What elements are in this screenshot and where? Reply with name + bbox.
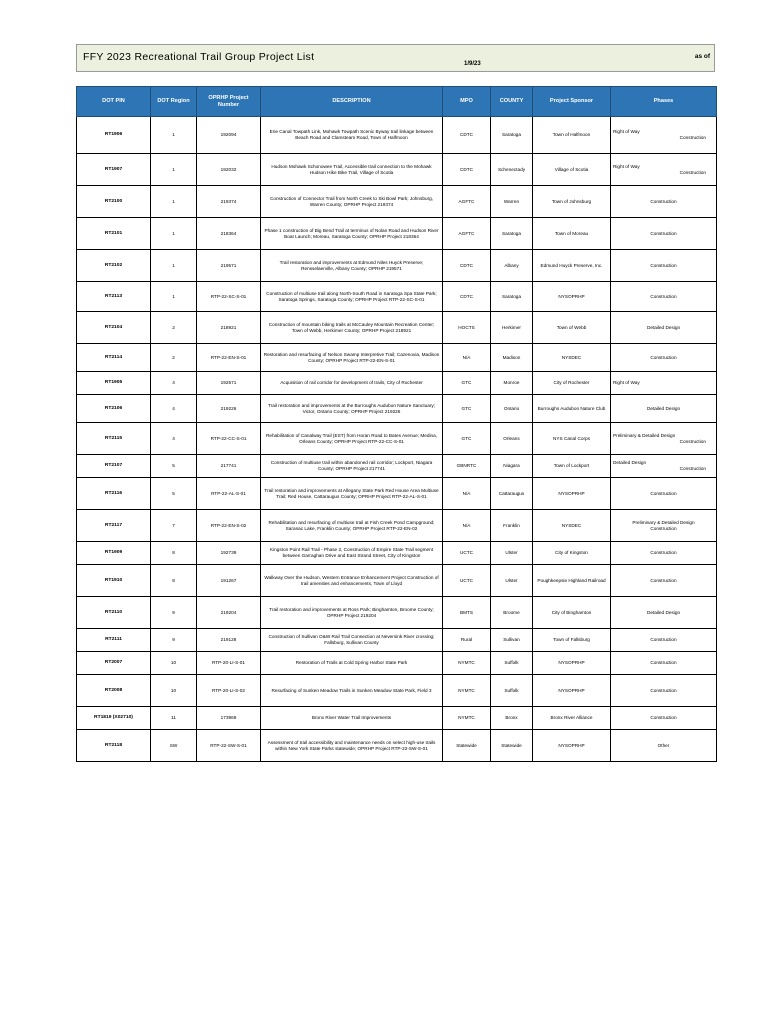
project-phases	[611, 675, 717, 707]
phase-label: Construction	[650, 354, 677, 360]
project-pin: RT2100	[77, 186, 151, 218]
phase-label: Construction	[650, 660, 677, 666]
oprhp-project-number: 192739	[197, 542, 261, 565]
phase-label: Construction	[650, 230, 677, 236]
project-phases	[611, 629, 717, 652]
dot-region: 4	[151, 423, 197, 455]
project-pin: RT2118	[77, 730, 151, 762]
oprhp-project-number: RTP-22-CC-S-01	[197, 423, 261, 455]
county: Saratoga	[491, 218, 533, 250]
project-pin: RT2102	[77, 250, 151, 282]
project-description: Kingston Point Rail Trail - Phase 2, Construction of Empire State Trail segment between Garraghan Drive and East Strand Street, City of Kingston	[261, 542, 443, 565]
table-row	[77, 565, 717, 597]
phase-label: Construction	[679, 135, 706, 140]
project-pin: RT1906	[77, 117, 151, 154]
oprhp-project-number: 219374	[197, 186, 261, 218]
dot-region: 8	[151, 565, 197, 597]
project-sponsor: Town of Webb	[533, 312, 611, 344]
dot-region: 1	[151, 117, 197, 154]
mpo: AGFTC	[443, 186, 491, 218]
oprhp-project-number: RTP-20-LI-S-01	[197, 652, 261, 675]
oprhp-project-number: 192094	[197, 117, 261, 154]
column-header: MPO	[443, 87, 491, 117]
project-description: Hudson Mohawk Schonowee Trail, Accessible trail connection to the Mohawk Hudson Hike Bike Trail, Village of Scotia	[261, 154, 443, 186]
oprhp-project-number: 219226	[197, 395, 261, 423]
table-row	[77, 186, 717, 218]
phase-label: Right of Way	[613, 129, 640, 135]
oprhp-project-number: 191267	[197, 565, 261, 597]
project-phases	[611, 250, 717, 282]
project-sponsor: NYSOPRHP	[533, 652, 611, 675]
table-header-row	[77, 87, 717, 117]
mpo: N/A	[443, 478, 491, 510]
project-pin: RT1910	[77, 565, 151, 597]
phase-label: Construction	[679, 466, 706, 471]
project-sponsor: Town of Fallsburg	[533, 629, 611, 652]
oprhp-project-number: 218364	[197, 218, 261, 250]
project-sponsor: NYSOPRHP	[533, 478, 611, 510]
oprhp-project-number: RTP-22-SC-S-01	[197, 282, 261, 312]
column-header: DOT PIN	[77, 87, 151, 117]
mpo: UCTC	[443, 542, 491, 565]
phase-label: Right of Way	[613, 163, 640, 169]
table-row	[77, 312, 717, 344]
dot-region: 4	[151, 395, 197, 423]
project-phases	[611, 218, 717, 250]
county: Franklin	[491, 510, 533, 542]
county: Suffolk	[491, 675, 533, 707]
county: Schenectady	[491, 154, 533, 186]
as-of-date: 1/9/23	[464, 61, 481, 67]
project-sponsor: NYSDEC	[533, 344, 611, 372]
project-pin: RT2107	[77, 455, 151, 478]
project-sponsor: NYSDEC	[533, 510, 611, 542]
mpo: NYMTC	[443, 707, 491, 730]
project-sponsor: Town of Halfmoon	[533, 117, 611, 154]
as-of-label: as of	[694, 53, 710, 60]
phase-label: Detailed Design	[646, 609, 681, 615]
mpo: Rural	[443, 629, 491, 652]
county: Saratoga	[491, 282, 533, 312]
project-pin: RT2115	[77, 423, 151, 455]
mpo: UCTC	[443, 565, 491, 597]
phase-label: Construction	[650, 687, 677, 693]
county: Orleans	[491, 423, 533, 455]
table-row	[77, 730, 717, 762]
project-phases	[611, 395, 717, 423]
column-header: DESCRIPTION	[261, 87, 443, 117]
mpo: Statewide	[443, 730, 491, 762]
project-sponsor: Town of Lockport	[533, 455, 611, 478]
phase-label: Other	[657, 742, 670, 748]
project-description: Trail restoration and improvements at Allegany State Park Red House Area Multiuse Trail; Red House, Cattaraugus County; OPRHP Project RTP-22-AL-S-01	[261, 478, 443, 510]
project-description: Construction of Sullivan O&W Rail Trail Connection at Neversink River crossing; Fallsburg, Sullivan County	[261, 629, 443, 652]
column-header: DOT Region	[151, 87, 197, 117]
phase-label: Construction	[650, 577, 677, 583]
oprhp-project-number: 218921	[197, 312, 261, 344]
dot-region: 2	[151, 312, 197, 344]
project-phases	[611, 478, 717, 510]
project-description: Construction of multiuse trail along North-South Road in Saratoga Spa State Park; Saratoga Springs, Saratoga County; OPRHP Project RTP-22-SC-S-01	[261, 282, 443, 312]
dot-region: 1	[151, 218, 197, 250]
project-description: Rehabilitation of Canalway Trail (EST) from Horan Road to Bates Avenue; Medina, Orleans County; OPRHP Project RTP-22-CC-S-01	[261, 423, 443, 455]
dot-region: 5	[151, 455, 197, 478]
column-header: OPRHP Project Number	[197, 87, 261, 117]
project-pin: RT2113	[77, 282, 151, 312]
table-row	[77, 218, 717, 250]
dot-region: 4	[151, 372, 197, 395]
mpo: CDTC	[443, 117, 491, 154]
project-phases	[611, 565, 717, 597]
county: Bronx	[491, 707, 533, 730]
dot-region: SW	[151, 730, 197, 762]
project-description: Construction of Connector Trail from North Creek to Ski Bowl Park; Johnsburg, Warren County; OPRHP Project 219374	[261, 186, 443, 218]
table-row	[77, 372, 717, 395]
phase-label: Construction	[679, 169, 706, 175]
phase-label: Right of Way	[613, 380, 640, 386]
project-sponsor: Village of Scotia	[533, 154, 611, 186]
project-pin: RT1909	[77, 542, 151, 565]
project-pin: RT2117	[77, 510, 151, 542]
dot-region: 9	[151, 597, 197, 629]
project-description: Trail restoration and improvements at Edmund Niles Huyck Preserve; Rensselaerville, Albany County; OPRHP 219571	[261, 250, 443, 282]
project-phases	[611, 730, 717, 762]
project-pin: RT2106	[77, 395, 151, 423]
project-phases	[611, 154, 717, 186]
table-row	[77, 597, 717, 629]
project-sponsor: Bronx River Alliance	[533, 707, 611, 730]
table-row	[77, 675, 717, 707]
phase-label: Construction	[650, 715, 677, 721]
project-phases	[611, 510, 717, 542]
phase-label: Construction	[650, 293, 677, 299]
oprhp-project-number: 219204	[197, 597, 261, 629]
project-pin: RT2008	[77, 675, 151, 707]
mpo: NYMTC	[443, 652, 491, 675]
oprhp-project-number: 173969	[197, 707, 261, 730]
table-row	[77, 423, 717, 455]
dot-region: 1	[151, 154, 197, 186]
phase-label: Detailed Design	[646, 405, 681, 411]
phase-label: Detailed Design	[613, 460, 647, 466]
project-description: Bronx River Water Trail Improvements	[261, 707, 443, 730]
table-row	[77, 542, 717, 565]
project-sponsor: NYSOPRHP	[533, 730, 611, 762]
table-row	[77, 395, 717, 423]
project-sponsor: Edmund Huyck Preserve, Inc.	[533, 250, 611, 282]
project-description: Phase 1 construction of Big Bend Trail at terminus of Nolan Road and Hudson River Boat Launch; Moreau, Saratoga County; OPRHP Project 218364	[261, 218, 443, 250]
mpo: GTC	[443, 372, 491, 395]
project-phases	[611, 652, 717, 675]
oprhp-project-number: 219571	[197, 250, 261, 282]
table-row	[77, 250, 717, 282]
project-description: Assessment of trail accessibility and maintenance needs on select high-use trails within New York State Parks statewide; OPRHP Project RTP-22-SW-S-01	[261, 730, 443, 762]
project-phases	[611, 597, 717, 629]
table-row	[77, 344, 717, 372]
county: Sullivan	[491, 629, 533, 652]
project-pin: RT2110	[77, 597, 151, 629]
phase-label: Construction	[650, 198, 677, 204]
project-description: Restoration and resurfacing of Nelson Swamp Interpretive Trail; Cazenovia, Madison County; OPRHP Project RTP-22-EN-S-01	[261, 344, 443, 372]
project-description: Trail restoration and improvements at Ross Park; Binghamton, Broome County; OPRHP Project 219204	[261, 597, 443, 629]
mpo: NYMTC	[443, 675, 491, 707]
dot-region: 7	[151, 510, 197, 542]
project-phases	[611, 707, 717, 730]
project-sponsor: Burroughs Audubon Nature Club	[533, 395, 611, 423]
table-row	[77, 629, 717, 652]
project-pin: RT2104	[77, 312, 151, 344]
county: Madison	[491, 344, 533, 372]
oprhp-project-number: RTP-20-LI-S-02	[197, 675, 261, 707]
county: Ulster	[491, 565, 533, 597]
column-header: Phases	[611, 87, 717, 117]
mpo: CDTC	[443, 250, 491, 282]
project-description: Construction of multiuse trail within abandoned rail corridor; Lockport, Niagara County; OPRHP Project 217741	[261, 455, 443, 478]
column-header: Project Sponsor	[533, 87, 611, 117]
project-phases	[611, 186, 717, 218]
project-pin: RT2007	[77, 652, 151, 675]
project-sponsor: City of Rochester	[533, 372, 611, 395]
project-sponsor: NYSOPRHP	[533, 675, 611, 707]
mpo: CDTC	[443, 282, 491, 312]
project-pin: RT2101	[77, 218, 151, 250]
project-description: Construction of mountain biking trails at McCauley Mountain Recreation Center; Town of Webb, Herkimer County; OPRHP Project 218921	[261, 312, 443, 344]
table-row	[77, 117, 717, 154]
county: Herkimer	[491, 312, 533, 344]
project-pin: RT2116	[77, 478, 151, 510]
project-pin: RT1905	[77, 372, 151, 395]
mpo: N/A	[443, 510, 491, 542]
project-pin: RT1907	[77, 154, 151, 186]
dot-region: 2	[151, 344, 197, 372]
oprhp-project-number: RTP-22-EN-S-02	[197, 510, 261, 542]
county: Warren	[491, 186, 533, 218]
mpo: GTC	[443, 395, 491, 423]
phase-label: Preliminary & Detailed Design	[613, 432, 676, 438]
table-row	[77, 510, 717, 542]
mpo: BMTS	[443, 597, 491, 629]
dot-region: 10	[151, 652, 197, 675]
project-phases	[611, 312, 717, 344]
project-description: Rehabilitation and resurfacing of multiuse trail at Fish Creek Pond Campground; Saranac Lake, Franklin County; OPRHP Project RTP-22-EN-02	[261, 510, 443, 542]
dot-region: 1	[151, 282, 197, 312]
project-description: Walkway Over the Hudson, Western Entrance Enhancement Project Construction of trail amenities and enhancements, Town of Lloyd	[261, 565, 443, 597]
phase-label: Construction	[650, 490, 677, 496]
project-phases	[611, 542, 717, 565]
oprhp-project-number: 192571	[197, 372, 261, 395]
county: Ontario	[491, 395, 533, 423]
phase-label: Construction	[650, 637, 677, 643]
oprhp-project-number: RTP-22-SW-S-01	[197, 730, 261, 762]
project-phases	[611, 455, 717, 478]
page-title: FFY 2023 Recreational Trail Group Project List	[83, 51, 315, 63]
project-phases	[611, 117, 717, 154]
project-sponsor: Poughkeepsie Highland Railroad	[533, 565, 611, 597]
project-sponsor: NYS Canal Corps	[533, 423, 611, 455]
oprhp-project-number: 192032	[197, 154, 261, 186]
project-table	[76, 86, 717, 762]
project-sponsor: City of Kingston	[533, 542, 611, 565]
table-row	[77, 707, 717, 730]
dot-region: 1	[151, 250, 197, 282]
county: Broome	[491, 597, 533, 629]
project-phases	[611, 282, 717, 312]
county: Ulster	[491, 542, 533, 565]
phase-label: Construction	[650, 262, 677, 268]
table-row	[77, 154, 717, 186]
phase-label: Preliminary & Detailed Design	[632, 519, 695, 525]
column-header: COUNTY	[491, 87, 533, 117]
county: Cattaraugus	[491, 478, 533, 510]
project-description: Erie Canal Towpath Link, Mohawk Towpath Scenic Byway trail linkage between Beach Road and Clamsteam Road, Town of Halfmoon	[261, 117, 443, 154]
table-row	[77, 282, 717, 312]
county: Statewide	[491, 730, 533, 762]
county: Saratoga	[491, 117, 533, 154]
county: Albany	[491, 250, 533, 282]
project-sponsor: Town of Johnsburg	[533, 186, 611, 218]
project-phases	[611, 423, 717, 455]
mpo: GBNRTC	[443, 455, 491, 478]
mpo: CDTC	[443, 154, 491, 186]
project-sponsor: NYSOPRHP	[533, 282, 611, 312]
dot-region: 10	[151, 675, 197, 707]
mpo: GTC	[443, 423, 491, 455]
project-description: Resurfacing of Sunken Meadow Trails in Sunken Meadow State Park, Field 3	[261, 675, 443, 707]
table-row	[77, 455, 717, 478]
project-description: Trail restoration and improvements at the Burroughs Audubon Nature Sanctuary; Victor, Ontario County; OPRHP Project 219226	[261, 395, 443, 423]
county: Suffolk	[491, 652, 533, 675]
dot-region: 1	[151, 186, 197, 218]
table-row	[77, 652, 717, 675]
oprhp-project-number: RTP-22-EN-S-01	[197, 344, 261, 372]
title-banner	[76, 44, 715, 72]
phase-label: Construction	[650, 525, 677, 531]
mpo: HOCTS	[443, 312, 491, 344]
mpo: N/A	[443, 344, 491, 372]
oprhp-project-number: 217741	[197, 455, 261, 478]
dot-region: 11	[151, 707, 197, 730]
project-sponsor: Town of Moreau	[533, 218, 611, 250]
project-phases	[611, 372, 717, 395]
project-description: Acquisition of rail corridor for development of trails, City of Rochester	[261, 372, 443, 395]
table-row	[77, 478, 717, 510]
county: Niagara	[491, 455, 533, 478]
dot-region: 9	[151, 629, 197, 652]
project-phases	[611, 344, 717, 372]
dot-region: 5	[151, 478, 197, 510]
mpo: AGFTC	[443, 218, 491, 250]
project-pin: RT2114	[77, 344, 151, 372]
project-pin: RT2111	[77, 629, 151, 652]
oprhp-project-number: RTP-22-AL-S-01	[197, 478, 261, 510]
project-pin: RT1819 (X02710)	[77, 707, 151, 730]
dot-region: 8	[151, 542, 197, 565]
oprhp-project-number: 219128	[197, 629, 261, 652]
phase-label: Construction	[679, 438, 706, 444]
project-sponsor: City of Binghamton	[533, 597, 611, 629]
phase-label: Detailed Design	[646, 324, 681, 330]
county: Monroe	[491, 372, 533, 395]
phase-label: Construction	[650, 550, 677, 556]
project-description: Restoration of Trails at Cold Spring Harbor State Park	[261, 652, 443, 675]
